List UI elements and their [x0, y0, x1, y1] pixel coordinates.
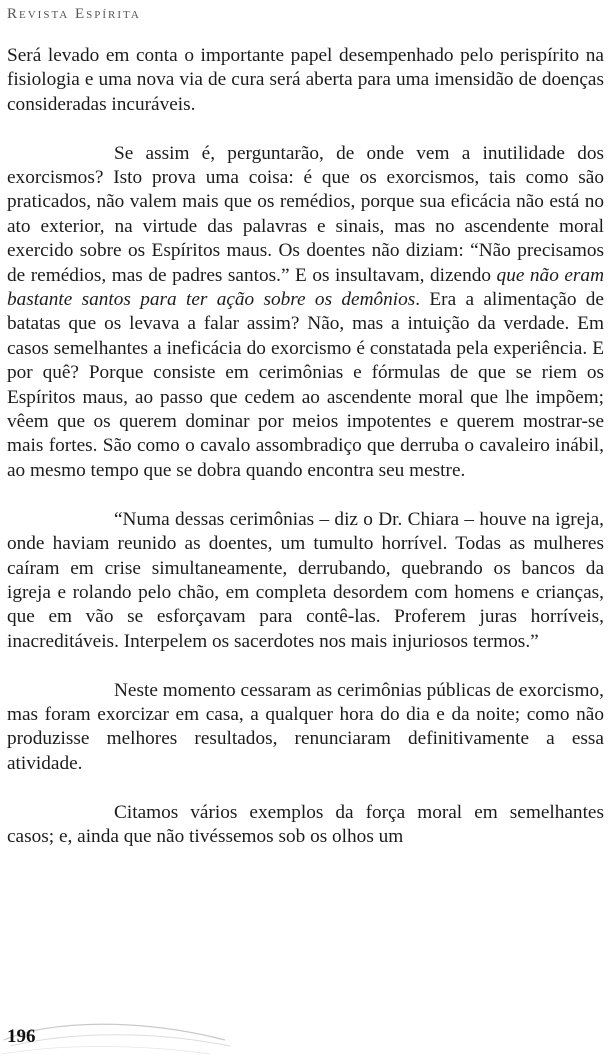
footer-swoosh-ornament: [0, 1010, 240, 1060]
page-body: [7, 44, 604, 874]
running-header: Revista Espírita: [7, 6, 141, 22]
paragraph-2-text-start: Se assim é, perguntarão, de onde vem a inutilidade dos exorcismos? Isto prova uma coisa: é que os exorcismos, tais como são praticados, não valem mais que os remédios, porque sua eficácia não está no ato exterior, na virtude das palavras e sinais, mas no ascendente moral exercido sobre os Espíritos maus. Os doentes não diziam: “Não precisamos de remédios, mas de padres santos.” E os insultavam, dizendo: [7, 142, 604, 286]
paragraph-5: Citamos vários exemplos da força moral em semelhantes casos; e, ainda que não tivéssemos sob os olhos um: [7, 801, 604, 847]
paragraph-2-italic-quote: que não eram bastante santos para ter ação sobre os demônios: [7, 264, 604, 311]
page-number: 196: [7, 1026, 36, 1047]
paragraph-4: Neste momento cessaram as cerimônias públicas de exorcismo, mas foram exorcizar em casa, a qualquer hora do dia e da noite; como não produzisse melhores resultados, renunciaram definitivamente a essa atividade.: [7, 679, 604, 774]
paragraph-1: Será levado em conta o importante papel desempenhado pelo perispírito na fisiologia e uma nova via de cura será aberta para uma imensidão de doenças consideradas incuráveis.: [7, 45, 604, 115]
paragraph-3: “Numa dessas cerimônias – diz o Dr. Chiara – houve na igreja, onde haviam reunido as doentes, um tumulto horrível. Todas as mulheres caíram em crise simultaneamente, derrubando, quebrando os bancos da igreja e rolando pelo chão, em completa desordem com homens e crianças, que em vão se esforçavam para contê-las. Proferem juras horríveis, inacreditáveis. Interpelem os sacerdotes nos mais injuriosos termos.”: [7, 508, 604, 652]
paragraph-2-text-end: . Era a alimentação de batatas que os levava a falar assim? Não, mas a intuição da verdade. Em casos semelhantes a ineficácia do exorcismo é constatada pela experiência. E por quê? Porque consiste em cerimônias e fórmulas de que se riem os Espíritos maus, ao passo que cedem ao ascendente moral que lhe impõem; vêem que os querem dominar por meios impotentes e querem mostrar-se mais fortes. São como o cavalo assombradiço que derruba o cavaleiro inábil, ao mesmo tempo que se dobra quando encontra seu mestre.: [7, 289, 604, 481]
paragraph-2: [7, 142, 604, 484]
